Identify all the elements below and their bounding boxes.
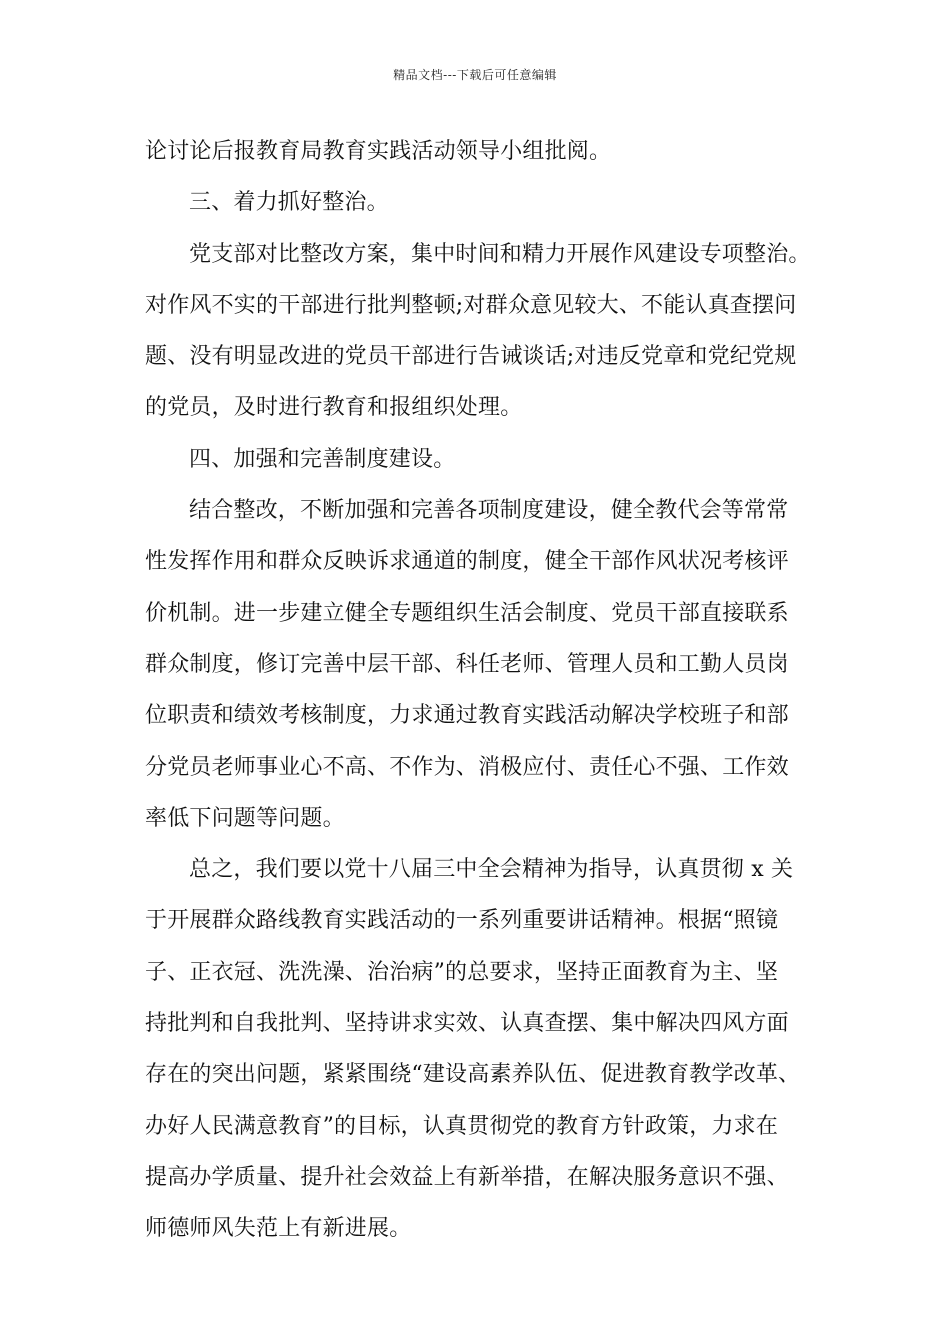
text-line: 于开展群众路线教育实践活动的一系列重要讲话精神。根据“照镜	[145, 908, 779, 934]
text-line: 位职责和绩效考核制度，力求通过教育实践活动解决学校班子和部	[145, 703, 789, 729]
page-header: 精品文档---下载后可任意编辑	[393, 68, 557, 82]
text-line: 论讨论后报教育局教育实践活动领导小组批阅。	[145, 139, 612, 164]
text-line: 师德师风失范上有新进展。	[145, 1216, 412, 1242]
text-line: 群众制度，修订完善中层干部、科任老师、管理人员和工勤人员岗	[145, 651, 789, 677]
text-line: 提高办学质量、提升社会效益上有新举措，在解决服务意识不强、	[145, 1164, 789, 1190]
text-line: 题、没有明显改进的党员干部进行告诫谈话;对违反党章和党纪党规	[145, 344, 797, 370]
text-line: 持批判和自我批判、坚持讲求实效、认真查摆、集中解决四风方面	[145, 1011, 789, 1037]
section-heading: 四、加强和完善制度建设。	[189, 446, 456, 472]
text-line: 结合整改，不断加强和完善各项制度建设，健全教代会等常常	[189, 498, 789, 524]
text-line: 对作风不实的干部进行批判整顿;对群众意见较大、不能认真查摆问	[145, 292, 797, 318]
text-line: 性发挥作用和群众反映诉求通道的制度，健全干部作风状况考核评	[145, 549, 789, 575]
section-heading: 三、着力抓好整治。	[189, 190, 389, 216]
text-line: 办好人民满意教育”的目标，认真贯彻党的教育方针政策，力求在	[145, 1113, 779, 1139]
text-line: 率低下问题等问题。	[145, 805, 345, 831]
text-line: 价机制。进一步建立健全专题组织生活会制度、党员干部直接联系	[145, 600, 789, 626]
text-line: 存在的突出问题，紧紧围绕“建设高素养队伍、促进教育教学改革、	[145, 1062, 801, 1088]
text-line: 总之，我们要以党十八届三中全会精神为指导，认真贯彻 x 关	[189, 857, 794, 883]
text-line: 分党员老师事业心不高、不作为、消极应付、责任心不强、工作效	[145, 754, 789, 780]
text-line: 党支部对比整改方案，集中时间和精力开展作风建设专项整治。	[189, 241, 811, 267]
text-line: 子、正衣冠、洗洗澡、治治病”的总要求，坚持正面教育为主、坚	[145, 959, 779, 985]
document-body	[145, 126, 825, 1255]
text-line: 的党员，及时进行教育和报组织处理。	[145, 395, 523, 421]
